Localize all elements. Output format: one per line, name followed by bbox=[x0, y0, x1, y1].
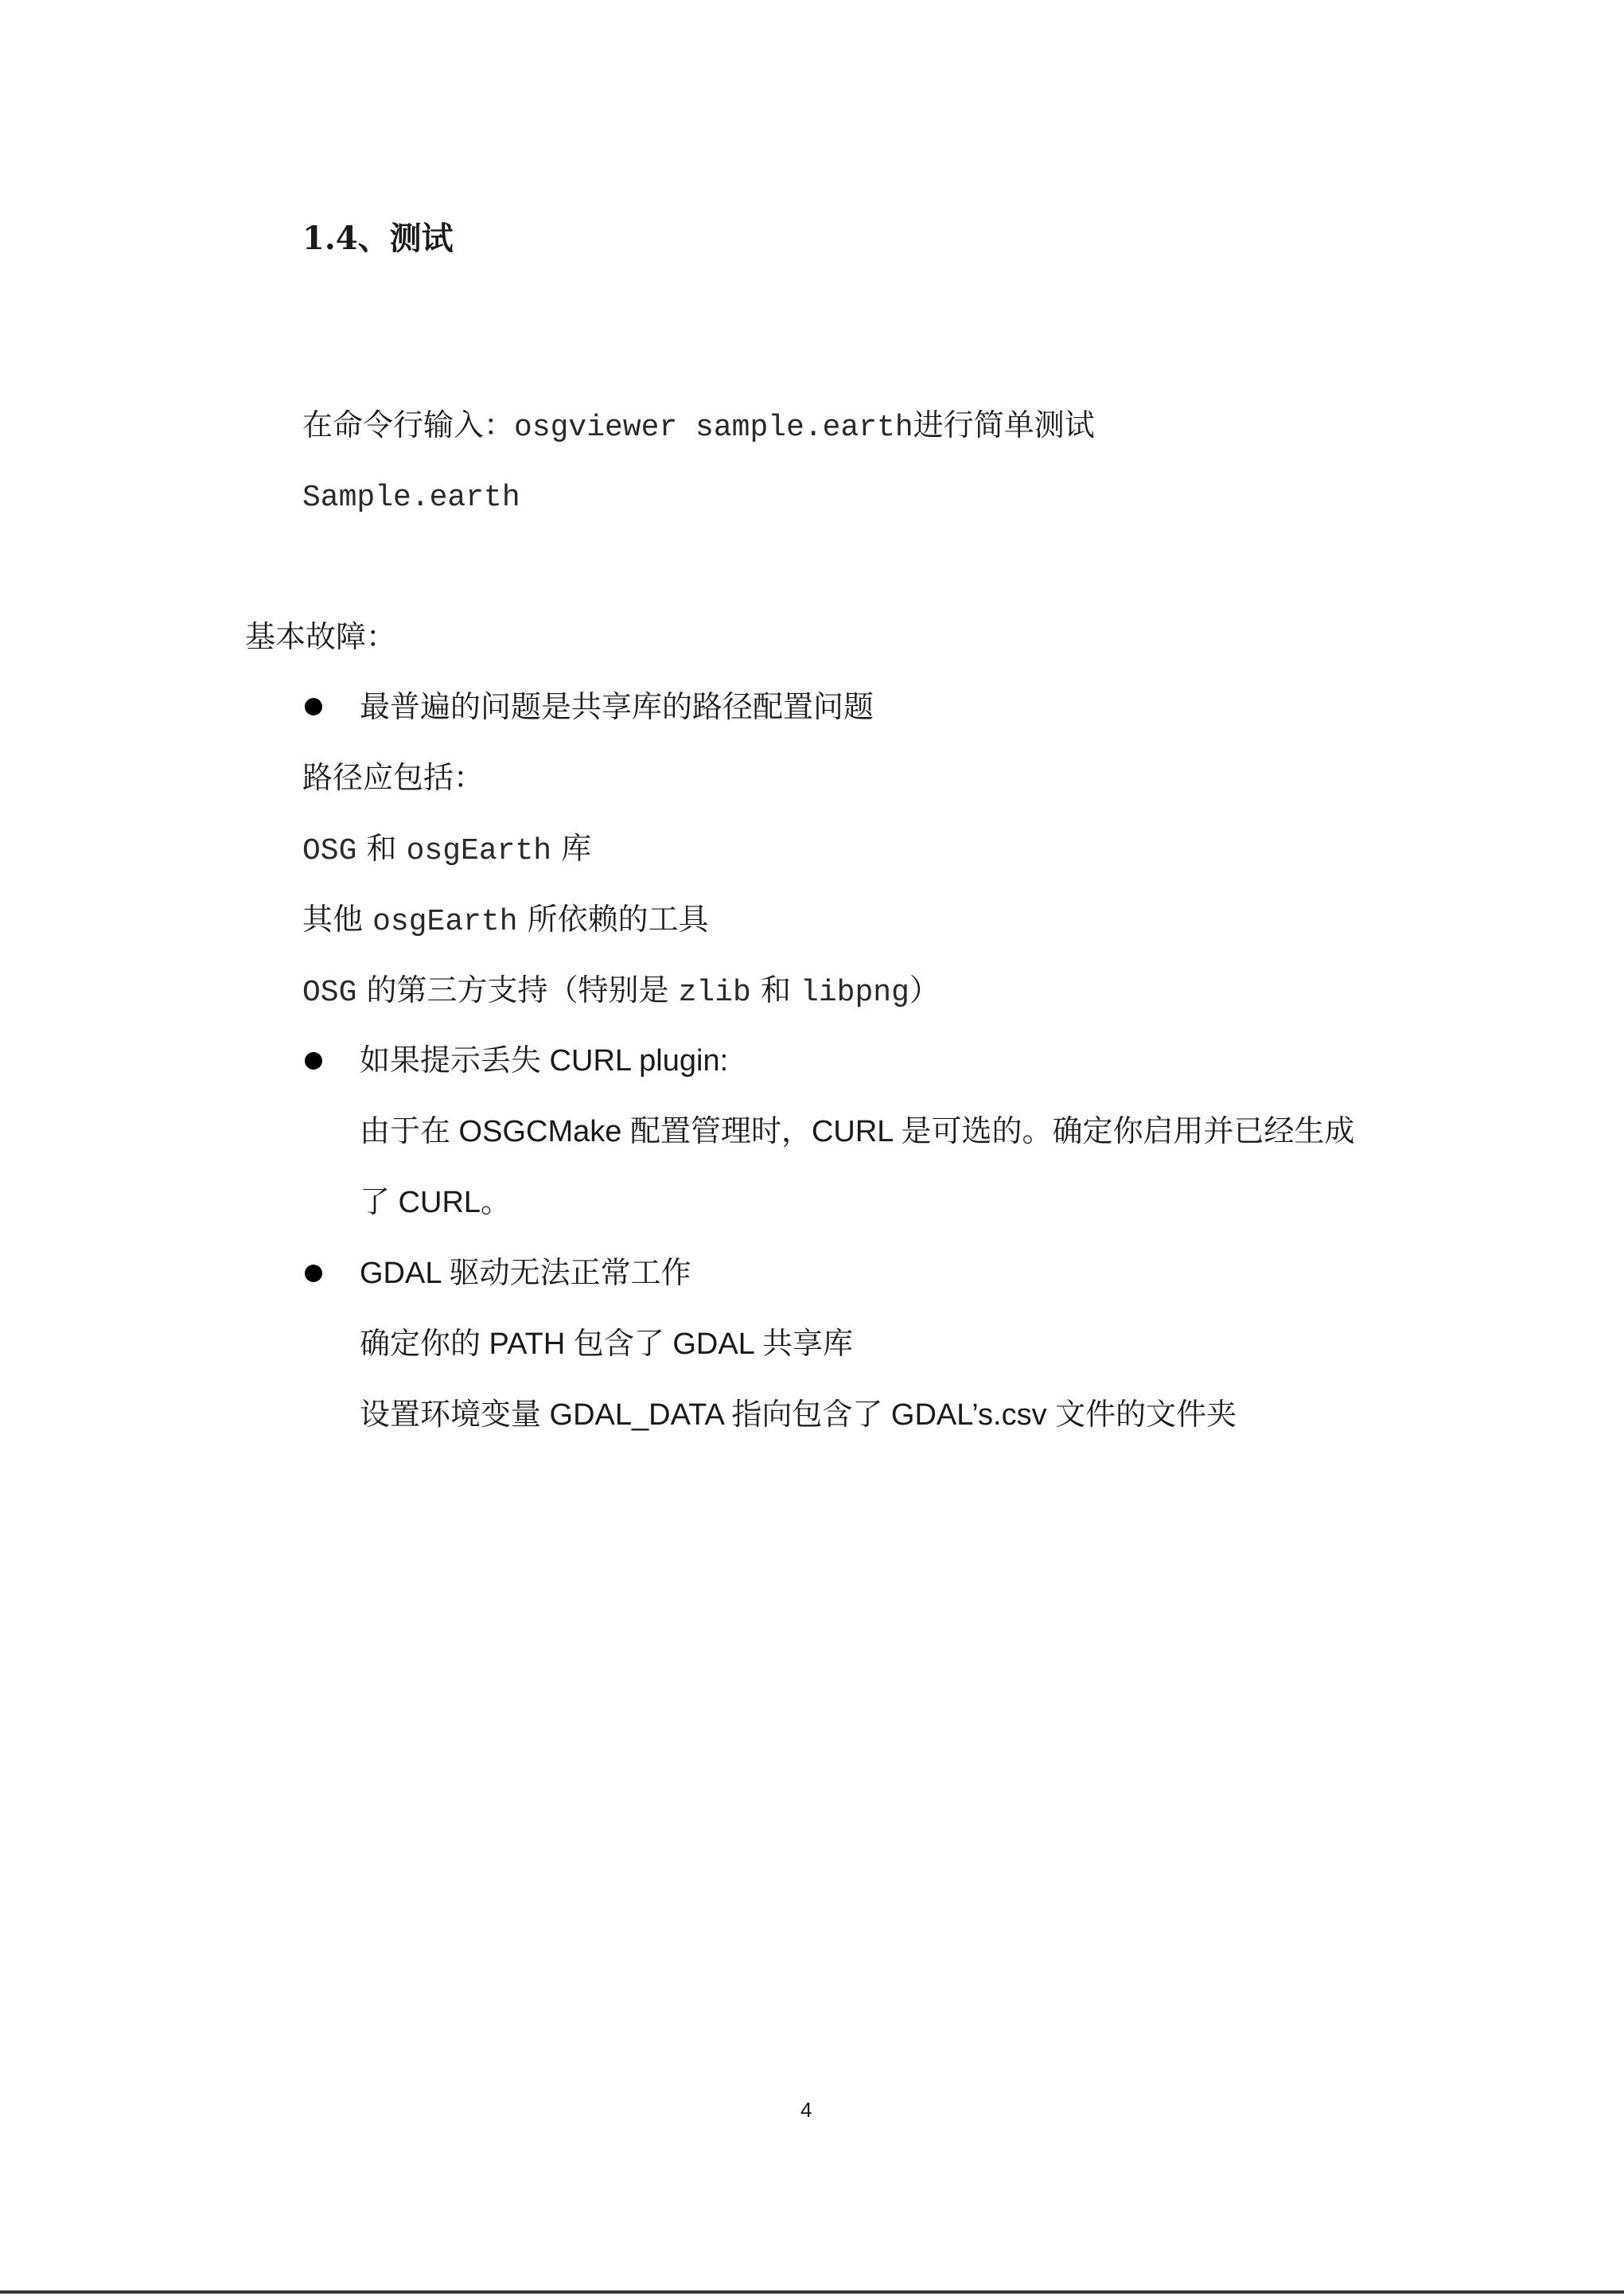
fault-item-1-title: 最普遍的问题是共享库的路径配置问题 bbox=[360, 689, 874, 724]
fault-item-3-body-line-1: 确定你的 PATH 包含了 GDAL 共享库 bbox=[360, 1327, 854, 1361]
bullet-icon bbox=[305, 1052, 322, 1070]
path-line-1 bbox=[302, 829, 591, 871]
path-line-2-prefix: 其他 bbox=[302, 902, 364, 937]
path-line-3-code-osg: OSG bbox=[302, 976, 357, 1010]
section-heading bbox=[302, 220, 454, 258]
fault-item-2-body-line-1: 由于在 OSGCMake 配置管理时，CURL 是可选的。确定你启用并已经生成 bbox=[360, 1115, 1355, 1148]
test-instruction-prefix: 在命令行输入： bbox=[302, 407, 515, 442]
path-line-2-suffix: 所依赖的工具 bbox=[527, 902, 709, 937]
path-line-1-and: 和 bbox=[366, 831, 397, 866]
path-line-2 bbox=[302, 900, 709, 941]
fault-item-2-body-line-2: 了 CURL。 bbox=[360, 1186, 512, 1219]
faults-heading: 基本故障： bbox=[245, 619, 397, 654]
test-instruction-suffix: 进行简单测试 bbox=[913, 407, 1095, 442]
section-number: 1.4、 bbox=[302, 220, 390, 257]
test-instruction bbox=[302, 406, 1095, 447]
path-line-1-code-osgearth: osgEarth bbox=[406, 834, 552, 868]
path-line-1-suffix: 库 bbox=[551, 831, 592, 866]
path-line-3-suffix: ） bbox=[909, 973, 940, 1008]
page-bottom-edge bbox=[0, 2290, 1624, 2294]
bullet-icon bbox=[305, 1265, 322, 1282]
fault-item-3-body-line-2: 设置环境变量 GDAL_DATA 指向包含了 GDAL’s.csv 文件的文件夹 bbox=[360, 1398, 1237, 1432]
path-line-3-code-libpng: libpng bbox=[800, 976, 909, 1010]
path-line-3-code-zlib: zlib bbox=[678, 976, 751, 1010]
fault-item-3-title: GDAL 驱动无法正常工作 bbox=[360, 1257, 691, 1290]
path-line-1-code-osg: OSG bbox=[302, 834, 357, 868]
section-title: 测试 bbox=[389, 220, 454, 257]
path-line-3-mid: 的第三方支持（特别是 bbox=[366, 973, 669, 1008]
path-line-3-and: 和 bbox=[760, 973, 791, 1008]
path-line-2-code: osgEarth bbox=[372, 905, 518, 939]
test-command: osgviewer sample.earth bbox=[514, 411, 913, 445]
fault-item-2-title: 如果提示丢失 CURL plugin: bbox=[360, 1044, 729, 1078]
bullet-icon bbox=[305, 698, 322, 715]
path-line-3 bbox=[302, 971, 940, 1012]
sample-file-name: Sample.earth bbox=[302, 481, 520, 515]
path-intro: 路径应包括： bbox=[302, 760, 485, 795]
page-number: 4 bbox=[800, 2098, 812, 2122]
